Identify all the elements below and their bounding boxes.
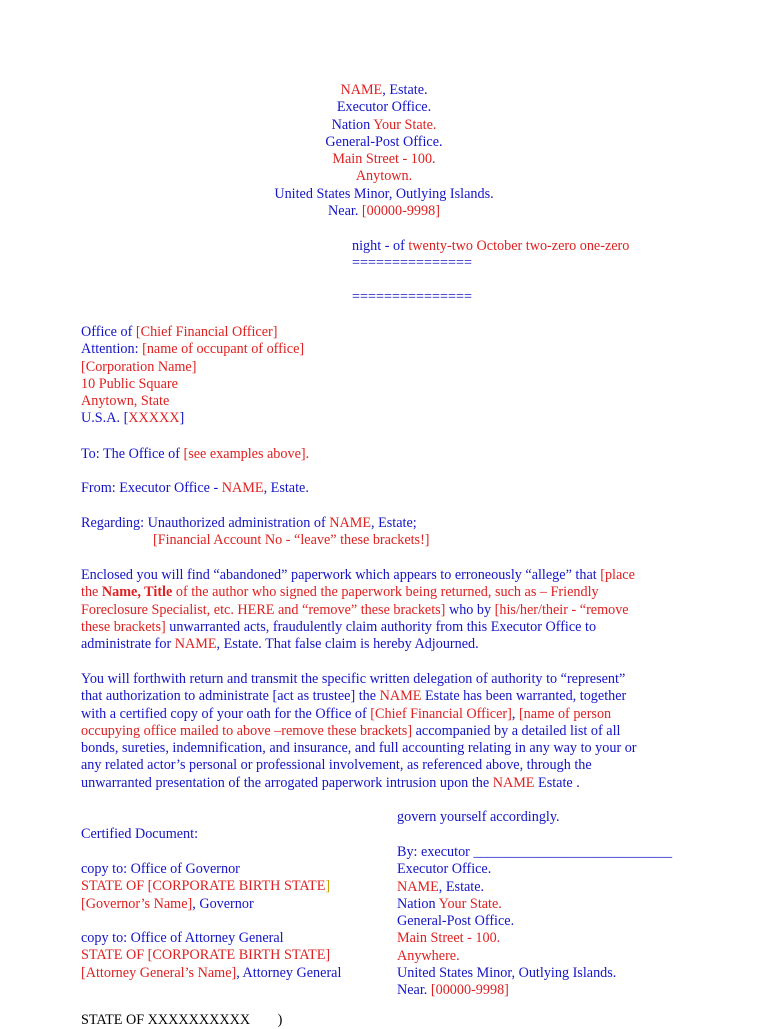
header-line-5: Main Street - 100. [332, 151, 436, 168]
header-line-4: General-Post Office. [325, 133, 443, 150]
date-rule-top: =============== [352, 255, 473, 271]
signature-line-2: NAME, Estate. [397, 878, 485, 895]
footer-state-line: STATE OF XXXXXXXXXX ) [81, 1012, 283, 1028]
para1-line-1: Enclosed you will find “abandoned” paperwork which appears to erroneously “allege” that [place [81, 567, 635, 583]
date-rule-bottom: =============== [352, 289, 473, 305]
para2-line-6: any related actor’s personal or professional involvement, as referenced above, through the [81, 757, 592, 774]
signature-line-6: Anywhere. [397, 947, 460, 964]
para1-line-2: the Name, Title of the author who signed the paperwork being returned, such as – Friendly [81, 584, 599, 601]
para2-line-1: You will forthwith return and transmit the specific written delegation of authority to “represent” [81, 671, 626, 687]
para1-line-3: Foreclosure Specialist, etc. HERE and “remove” these brackets] who by [his/her/their - “remove [81, 601, 629, 618]
recipient-line-4: 10 Public Square [81, 375, 178, 392]
recipient-line-5: Anytown, State [81, 393, 170, 410]
signature-line-5: Main Street - 100. [397, 930, 501, 947]
header-line-7: United States Minor, Outlying Islands. [274, 185, 494, 202]
governor-state-line: STATE OF [CORPORATE BIRTH STATE] [81, 878, 331, 895]
signature-blank: ____________________________ [473, 844, 673, 860]
to-line: To: The Office of [see examples above]. [81, 446, 310, 462]
paragraph-2 [81, 671, 681, 792]
signature-block [397, 844, 672, 1000]
copy-governor-line: copy to: Office of Governor [81, 861, 240, 877]
signature-line-1: Executor Office. [397, 861, 492, 878]
recipient-line-3: [Corporation Name] [81, 358, 197, 375]
para2-line-4: occupying office mailed to above –remove these brackets] accompanied by a detailed list of all [81, 722, 621, 739]
para1-line-5: administrate for NAME, Estate. That false claim is hereby Adjourned. [81, 636, 479, 653]
header-line-1: NAME, Estate. [340, 82, 428, 98]
para2-line-2: that authorization to administrate [act as trustee] the NAME Estate has been warranted, together [81, 688, 627, 705]
header-line-8: Near. [00000-9998] [328, 203, 440, 220]
para2-line-5: bonds, sureties, indemnification, and insurance, and full accounting relating in any way to your or [81, 740, 637, 757]
copy-governor-block [81, 861, 330, 913]
paragraph-1 [81, 567, 681, 653]
govern-line: govern yourself accordingly. [397, 809, 560, 825]
recipient-line-2: Attention: [name of occupant of office] [81, 341, 305, 358]
certified-document-label: Certified Document: [81, 826, 199, 842]
signature-line-7: United States Minor, Outlying Islands. [397, 965, 617, 982]
para1-line-4: these brackets] unwarranted acts, fraudulently claim authority from this Executor Office to [81, 618, 597, 635]
header-line-3: Nation Your State. [331, 116, 437, 133]
header-address [0, 82, 768, 220]
copy-attorney-block [81, 930, 341, 982]
recipient-address [81, 324, 304, 428]
signature-line-4: General-Post Office. [397, 913, 515, 930]
signature-line: By: executor ____________________________ [397, 844, 673, 860]
header-line-2: Executor Office. [336, 99, 432, 116]
date-line: night - of twenty-two October two-zero one-zero [352, 238, 630, 254]
recipient-line-6: U.S.A. [XXXXX] [81, 410, 185, 427]
signature-line-3: Nation Your State. [397, 895, 502, 912]
regarding-account-line: [Financial Account No - “leave” these brackets!] [153, 532, 430, 548]
copy-attorney-line: copy to: Office of Attorney General [81, 930, 284, 946]
header-line-6: Anytown. [355, 168, 413, 185]
attorney-state-line: STATE OF [CORPORATE BIRTH STATE] [81, 947, 331, 964]
signature-line-8: Near. [00000-9998] [397, 982, 509, 999]
regarding-line: Regarding: Unauthorized administration of NAME, Estate; [81, 515, 417, 531]
para2-line-7: unwarranted presentation of the arrogated paperwork intrusion upon the NAME Estate . [81, 774, 580, 791]
attorney-name-line: [Attorney General’s Name], Attorney General [81, 964, 342, 981]
recipient-line-1: Office of [Chief Financial Officer] [81, 324, 278, 340]
governor-name-line: [Governor’s Name], Governor [81, 895, 254, 912]
from-line: From: Executor Office - NAME, Estate. [81, 480, 309, 496]
para2-line-3: with a certified copy of your oath for the Office of [Chief Financial Officer], [name of person [81, 705, 612, 722]
